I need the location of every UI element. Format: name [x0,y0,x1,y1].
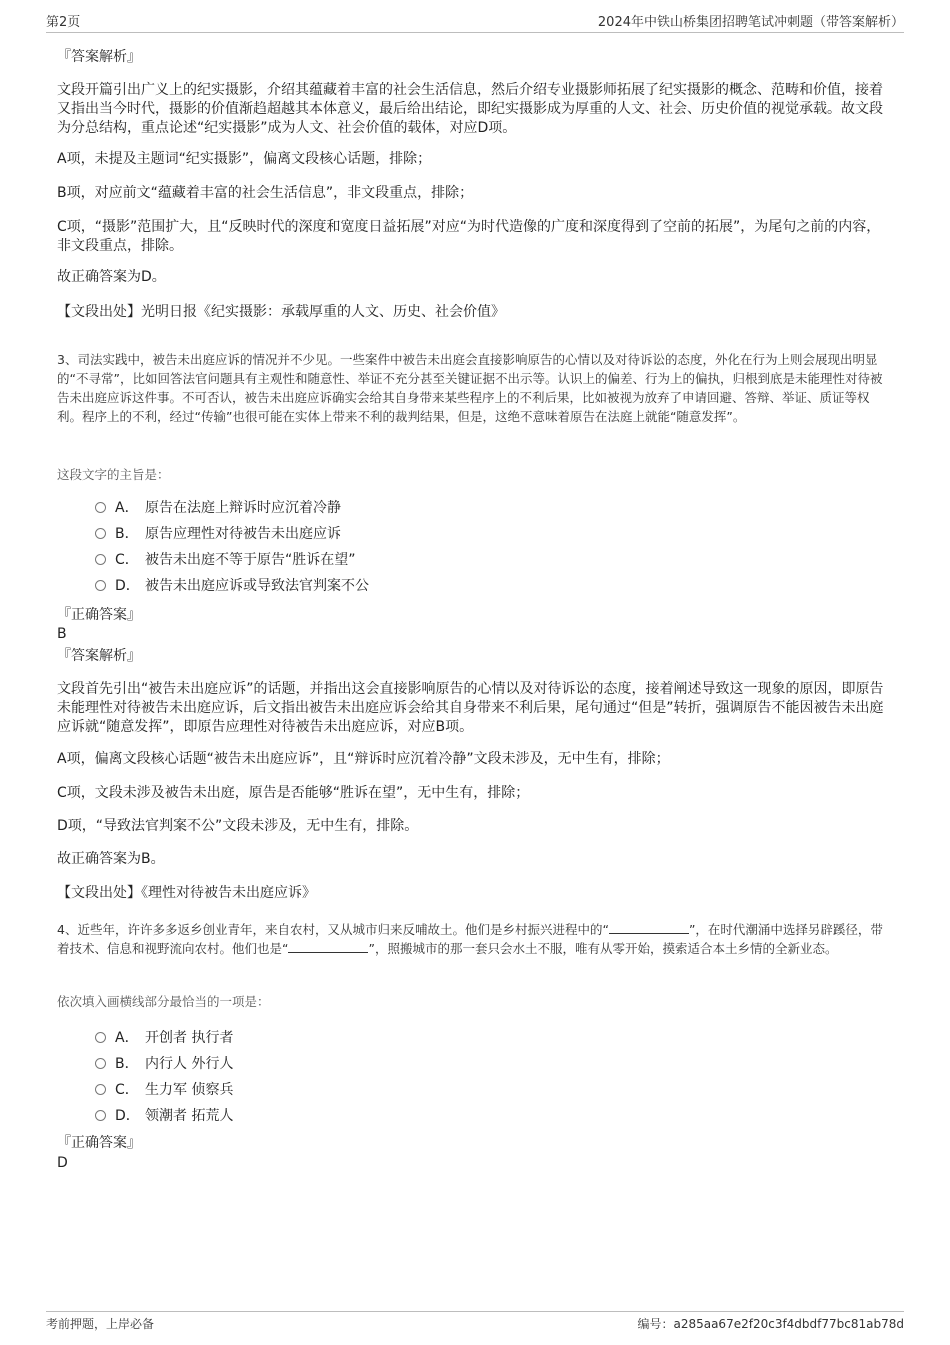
q3-option-c-analysis: C项，文段未涉及被告未出庭，原告是否能够“胜诉在望”，无中生有，排除； [57,785,530,801]
radio-icon[interactable] [95,554,106,565]
document-id: 编号：a285aa67e2f20c3f4dbdf77bc81ab78d [637,1317,904,1331]
q4-prompt: 依次填入画横线部分最恰当的一项是： [57,994,270,1009]
q3-answer: B [57,626,67,642]
q4-option-a[interactable]: A． 开创者 执行者 [95,1027,233,1049]
q3-option-d-analysis: D项，“导致法官判案不公”文段未涉及，无中生有，排除。 [57,818,419,834]
q2-analysis-label: 『答案解析』 [57,49,141,65]
document-title: 2024年中铁山桥集团招聘笔试冲刺题（带答案解析） [597,15,904,30]
radio-icon[interactable] [95,1058,106,1069]
fill-blank-1 [609,921,689,934]
q3-analysis-label: 『答案解析』 [57,648,141,664]
q2-option-b-analysis: B项，对应前文“蕴藏着丰富的社会生活信息”，非文段重点，排除； [57,185,474,201]
radio-icon[interactable] [95,1084,106,1095]
q3-option-a-analysis: A项，偏离文段核心话题“被告未出庭应诉”，且“辩诉时应沉着冷静”文段未涉及，无中生有，排除； [57,751,670,767]
q4-answer-label: 『正确答案』 [57,1135,141,1151]
q3-option-b[interactable]: B． 原告应理性对待被告未出庭应诉 [95,523,341,545]
page-footer [46,1311,904,1334]
radio-icon[interactable] [95,528,106,539]
q3-answer-label: 『正确答案』 [57,607,141,623]
q3-option-d[interactable]: D． 被告未出庭应诉或导致法官判案不公 [95,575,369,597]
q4-option-c[interactable]: C． 生力军 侦察兵 [95,1079,233,1101]
radio-icon[interactable] [95,1032,106,1043]
q4-answer: D [57,1155,68,1171]
q4-question-text: 4、近些年，许许多多返乡创业青年，来自农村，又从城市归来反哺故土。他们是乡村振兴进程中的“ ”，在时代潮涌中选择另辟蹊径，带着技术、信息和视野流向农村。他们也是“ ”，照搬城市的那一套只会水土不服，唯有从零开始，摸索适合本土乡情的全新业态。 [57,922,883,956]
q2-option-a-analysis: A项，未提及主题词“纪实摄影”，偏离文段核心话题，排除； [57,151,432,167]
q4-option-b[interactable]: B． 内行人 外行人 [95,1053,233,1075]
page-number: 第2页 [46,15,81,30]
radio-icon[interactable] [95,580,106,591]
footer-slogan: 考前押题，上岸必备 [46,1317,155,1331]
q2-conclusion: 故正确答案为D。 [57,269,166,285]
radio-icon[interactable] [95,502,106,513]
q2-analysis-text: 文段开篇引出广义上的纪实摄影，介绍其蕴藏着丰富的社会生活信息，然后介绍专业摄影师拓展了纪实摄影的概念、范畴和价值，接着又指出当今时代，摄影的价值渐趋超越其本体意义，最后给出结论，即纪实摄影成为厚重的人文、社会、历史价值的视觉承载。故文段为分总结构，重点论述“纪实摄影”成为人文、社会价值的载体，对应D项。 [57,82,883,136]
q2-source: 【文段出处】光明日报《纪实摄影：承载厚重的人文、历史、社会价值》 [57,304,505,320]
q3-conclusion: 故正确答案为B。 [57,851,165,867]
fill-blank-2 [288,940,368,953]
q3-source: 【文段出处】《理性对待被告未出庭应诉》 [57,885,316,901]
q3-analysis-text: 文段首先引出“被告未出庭应诉”的话题，并指出这会直接影响原告的心情以及对待诉讼的态度，接着阐述导致这一现象的原因，即原告未能理性对待被告未出庭应诉，后文指出被告未出庭应诉会给其自身带来不利后果，尾句通过“但是”转折，强调原告不能因被告未出庭应诉就“随意发挥”，即原告应理性对待被告未出庭应诉，对应B项。 [57,681,884,735]
q3-question-text: 3、司法实践中，被告未出庭应诉的情况并不少见。一些案件中被告未出庭会直接影响原告的心情以及对待诉讼的态度，外化在行为上则会展现出明显的“不寻常”，比如回答法官问题具有主观性和随意性、举证不充分甚至关键证据不出示等。认识上的偏差、行为上的偏执，归根到底是未能理性对待被告未出庭应诉这件事。不可否认，被告未出庭应诉确实会给其自身带来某些程序上的不利后果，比如被视为放弃了申请回避、答辩、举证、质证等权利。程序上的不利，经过“传输”也很可能在实体上带来不利的裁判结果，但是，这绝不意味着原告在法庭上就能“随意发挥”。 [57,352,883,424]
q3-prompt: 这段文字的主旨是： [57,467,170,482]
q3-option-c[interactable]: C． 被告未出庭不等于原告“胜诉在望” [95,549,356,571]
q2-option-c-analysis: C项，“摄影”范围扩大，且“反映时代的深度和宽度日益拓展”对应“为时代造像的广度和深度得到了空前的拓展”，为尾句之前的内容，非文段重点，排除。 [57,219,881,254]
q4-option-d[interactable]: D． 领潮者 拓荒人 [95,1105,233,1127]
radio-icon[interactable] [95,1110,106,1121]
page-header [46,14,904,33]
q3-option-a[interactable]: A． 原告在法庭上辩诉时应沉着冷静 [95,497,341,519]
